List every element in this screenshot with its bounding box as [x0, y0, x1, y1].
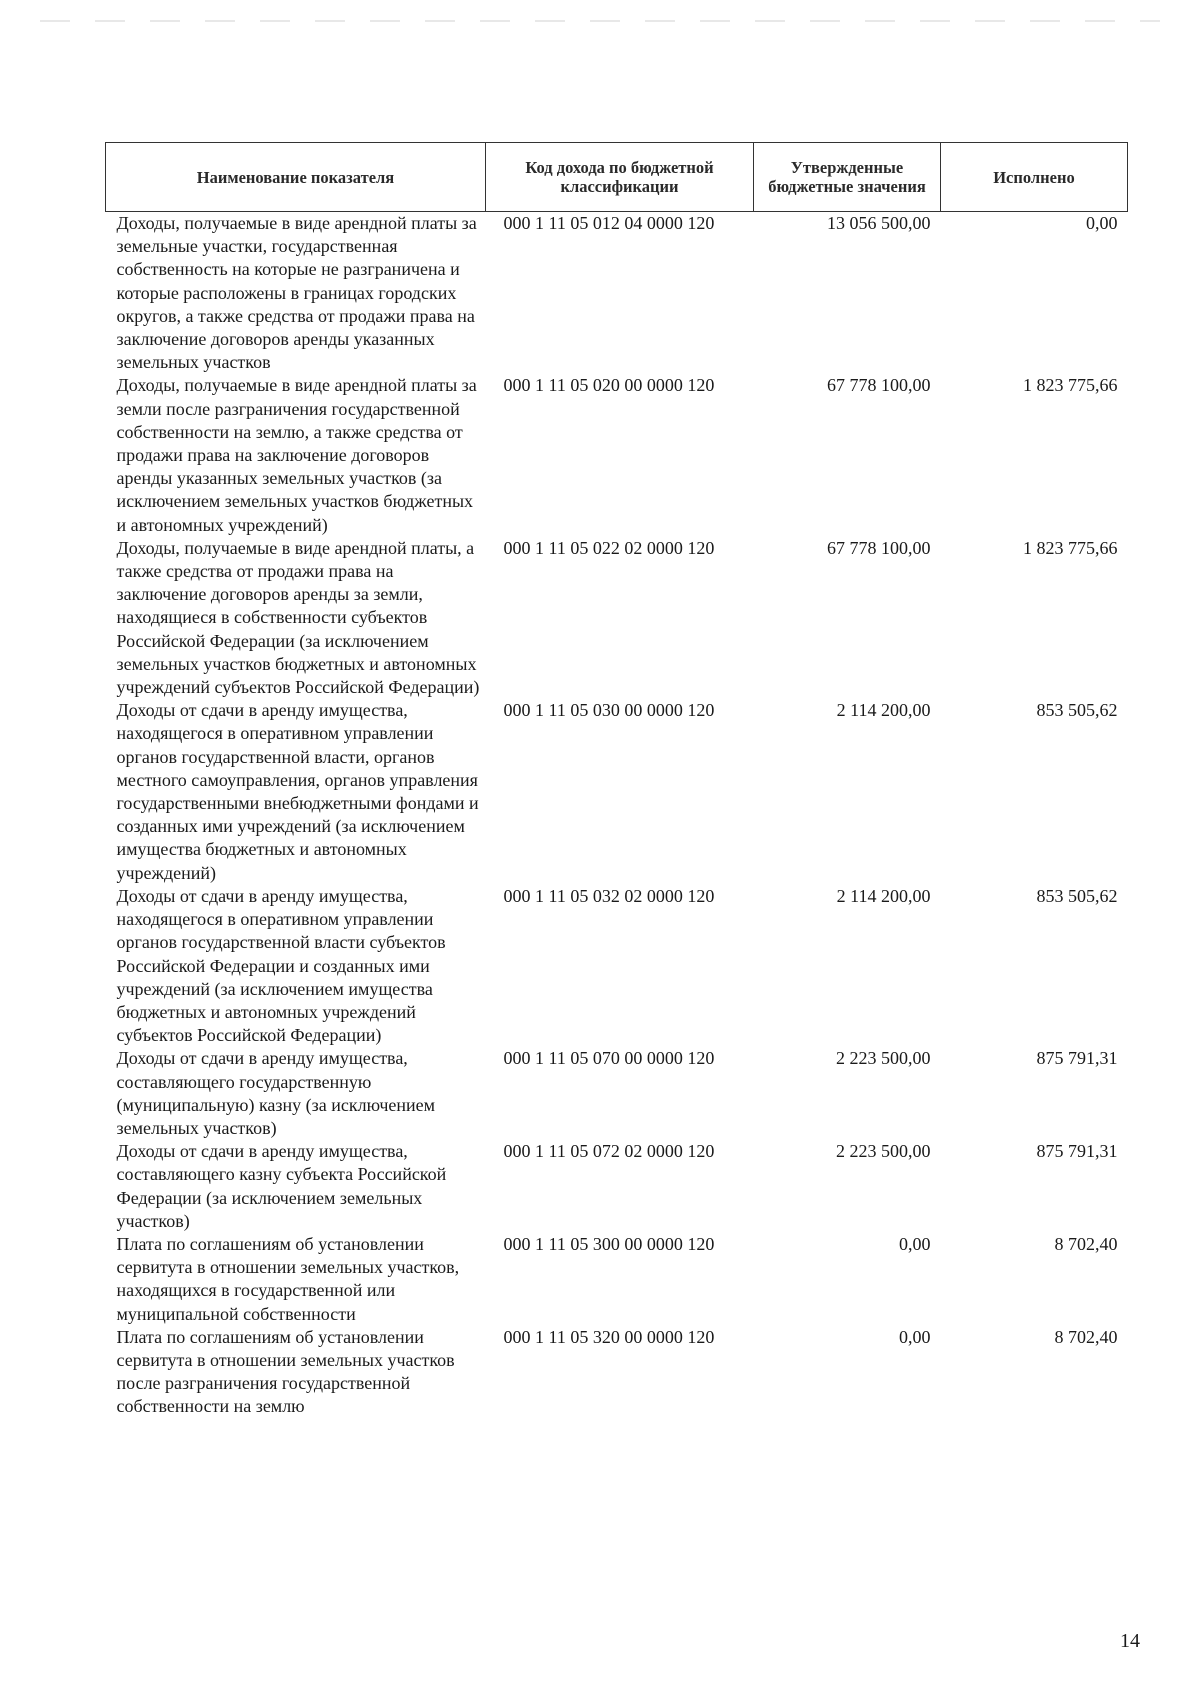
- revenue-table: [105, 142, 1128, 1419]
- page-number: 14: [1120, 1630, 1140, 1652]
- approved-value: 2 114 200,00: [836, 885, 931, 906]
- table-row: [106, 1233, 1128, 1326]
- executed-value: 853 505,62: [1036, 885, 1118, 906]
- revenue-code: 000 1 11 05 300 00 0000 120: [503, 1233, 715, 1254]
- table-row: [106, 1140, 1128, 1233]
- indicator-name: Доходы, получаемые в виде арендной платы, а также средства от продажи права на заключение договоров аренды за земли, находящиеся в собственности субъектов Российской Федерации (за исключением земельных участков бюджетных и автономных учреждений субъектов Российской Федерации): [116, 537, 480, 698]
- approved-value: 0,00: [899, 1326, 931, 1347]
- indicator-name: Доходы от сдачи в аренду имущества, составляющего государственную (муниципальную) казну (за исключением земельных участков): [116, 1048, 436, 1138]
- header-approved: Утвержденные бюджетные значения: [754, 143, 941, 212]
- executed-value: 1 823 775,66: [1023, 537, 1118, 558]
- table-row: [106, 1047, 1128, 1140]
- executed-value: 875 791,31: [1036, 1048, 1118, 1069]
- indicator-name: Доходы от сдачи в аренду имущества, находящегося в оперативном управлении органов государственной власти, органов местного самоуправления, органов управления государственными внебюджетными фондами и созданных ими учреждений (за исключением имущества бюджетных и автономных учреждений): [116, 700, 479, 883]
- revenue-code: 000 1 11 05 072 02 0000 120: [503, 1141, 715, 1162]
- approved-value: 2 223 500,00: [836, 1048, 931, 1069]
- executed-value: 1 823 775,66: [1023, 375, 1118, 396]
- executed-value: 853 505,62: [1036, 700, 1118, 721]
- table-row: [106, 374, 1128, 536]
- approved-value: 2 114 200,00: [836, 700, 931, 721]
- executed-value: 8 702,40: [1054, 1233, 1118, 1254]
- table-header-row: [106, 143, 1128, 212]
- table-row: [106, 537, 1128, 699]
- revenue-code: 000 1 11 05 032 02 0000 120: [503, 885, 715, 906]
- indicator-name: Доходы, получаемые в виде арендной платы за земельные участки, государственная собственность на которые не разграничена и которые расположены в границах городских округов, а также средства от продажи права на заключение договоров аренды указанных земельных участков: [116, 213, 477, 373]
- scan-artifact: [40, 20, 1160, 22]
- executed-value: 8 702,40: [1054, 1326, 1118, 1347]
- revenue-code: 000 1 11 05 022 02 0000 120: [503, 537, 715, 558]
- indicator-name: Доходы, получаемые в виде арендной платы за земли после разграничения государственной собственности на землю, а также средства от продажи права на заключение договоров аренды указанных земельных участков (за исключением земельных участков бюджетных и автономных учреждений): [116, 375, 477, 535]
- approved-value: 67 778 100,00: [827, 375, 931, 396]
- indicator-name: Плата по соглашениям об установлении сервитута в отношении земельных участков, находящихся в государственной или муниципальной собственности: [116, 1233, 460, 1324]
- revenue-code: 000 1 11 05 030 00 0000 120: [503, 700, 715, 721]
- table-row: [106, 212, 1128, 375]
- indicator-name: Доходы от сдачи в аренду имущества, составляющего казну субъекта Российской Федерации (за исключением земельных участков): [116, 1141, 447, 1231]
- approved-value: 67 778 100,00: [827, 537, 931, 558]
- approved-value: 13 056 500,00: [827, 213, 931, 233]
- header-executed: Исполнено: [941, 143, 1128, 212]
- executed-value: 875 791,31: [1036, 1141, 1118, 1162]
- revenue-code: 000 1 11 05 012 04 0000 120: [503, 213, 715, 233]
- indicator-name: Плата по соглашениям об установлении сервитута в отношении земельных участков после разграничения государственной собственности на землю: [116, 1326, 455, 1417]
- revenue-code: 000 1 11 05 070 00 0000 120: [503, 1048, 715, 1069]
- executed-value: 0,00: [1086, 213, 1118, 233]
- table-row: [106, 1326, 1128, 1419]
- header-code: Код дохода по бюджетной классификации: [486, 143, 754, 212]
- table-row: [106, 885, 1128, 1047]
- approved-value: 0,00: [899, 1233, 931, 1254]
- table-row: [106, 699, 1128, 885]
- header-name: Наименование показателя: [106, 143, 486, 212]
- revenue-code: 000 1 11 05 320 00 0000 120: [503, 1326, 715, 1347]
- revenue-code: 000 1 11 05 020 00 0000 120: [503, 375, 715, 396]
- approved-value: 2 223 500,00: [836, 1141, 931, 1162]
- indicator-name: Доходы от сдачи в аренду имущества, находящегося в оперативном управлении органов государственной власти субъектов Российской Федерации и созданных ими учреждений (за исключением имущества бюджетных и автономных учреждений субъектов Российской Федерации): [116, 885, 446, 1046]
